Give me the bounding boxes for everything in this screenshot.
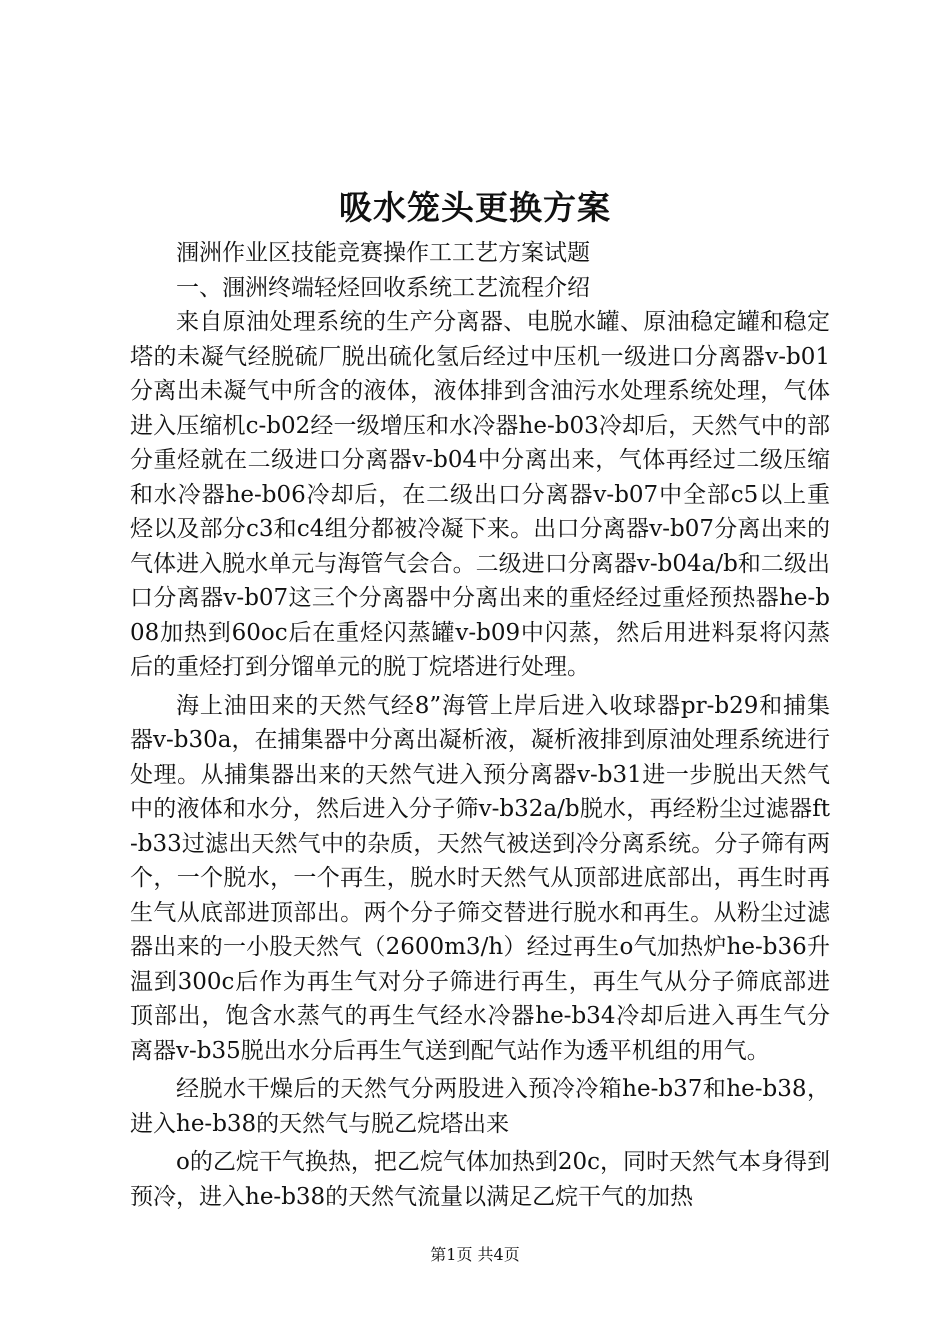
document-body [130, 236, 830, 1214]
document-subtitle: 涠洲作业区技能竞赛操作工工艺方案试题 [176, 240, 590, 266]
paragraph-3: 经脱水干燥后的天然气分两股进入预冷冷箱he-b37和he-b38，进入he-b38的天然气与脱乙烷塔出来 [130, 1076, 830, 1137]
section-heading: 一、涠洲终端轻烃回收系统工艺流程介绍 [176, 274, 590, 301]
document-title: 吸水笼头更换方案 [339, 188, 611, 227]
page-footer: 第1页 共4页 [430, 1245, 520, 1264]
paragraph-4: o的乙烷干气换热，把乙烷气体加热到20c，同时天然气本身得到预冷，进入he-b38的天然气流量以满足乙烷干气的加热 [130, 1149, 830, 1210]
paragraph-2: 海上油田来的天然气经8”海管上岸后进入收球器pr-b29和捕集器v-b30a，在捕集器中分离出凝析液，凝析液排到原油处理系统进行处理。从捕集器出来的天然气进入预分离器v-b31进一步脱出天然气中的液体和水分，然后进入分子筛v-b32a/b脱水，再经粉尘过滤器ft-b33过滤出天然气中的杂质，天然气被送到冷分离系统。分子筛有两个，一个脱水，一个再生，脱水时天然气从顶部进底部出，再生时再生气从底部进顶部出。两个分子筛交替进行脱水和再生。从粉尘过滤器出来的一小股天然气（2600m3/h）经过再生o气加热炉he-b36升温到300c后作为再生气对分子筛进行再生，再生气从分子筛底部进顶部出，饱含水蒸气的再生气经水冷器he-b34冷却后进入再生气分离器v-b35脱出水分后再生气送到配气站作为透平机组的用气。 [130, 692, 830, 1064]
paragraph-1: 来自原油处理系统的生产分离器、电脱水罐、原油稳定罐和稳定塔的未凝气经脱硫厂脱出硫化氢后经过中压机一级进口分离器v-b01分离出未凝气中所含的液体，液体排到含油污水处理系统处理，气体进入压缩机c-b02经一级增压和水冷器he-b03冷却后，天然气中的部分重烃就在二级进口分离器v-b04中分离出来，气体再经过二级压缩和水冷器he-b06冷却后，在二级出口分离器v-b07中全部c5以上重烃以及部分c3和c4组分都被冷凝下来。出口分离器v-b07分离出来的气体进入脱水单元与海管气会合。二级进口分离器v-b04a/b和二级出口分离器v-b07这三个分离器中分离出来的重烃经过重烃预热器he-b08加热到60oc后在重烃闪蒸罐v-b09中闪蒸，然后用进料泵将闪蒸后的重烃打到分馏单元的脱丁烷塔进行处理。 [130, 309, 830, 680]
